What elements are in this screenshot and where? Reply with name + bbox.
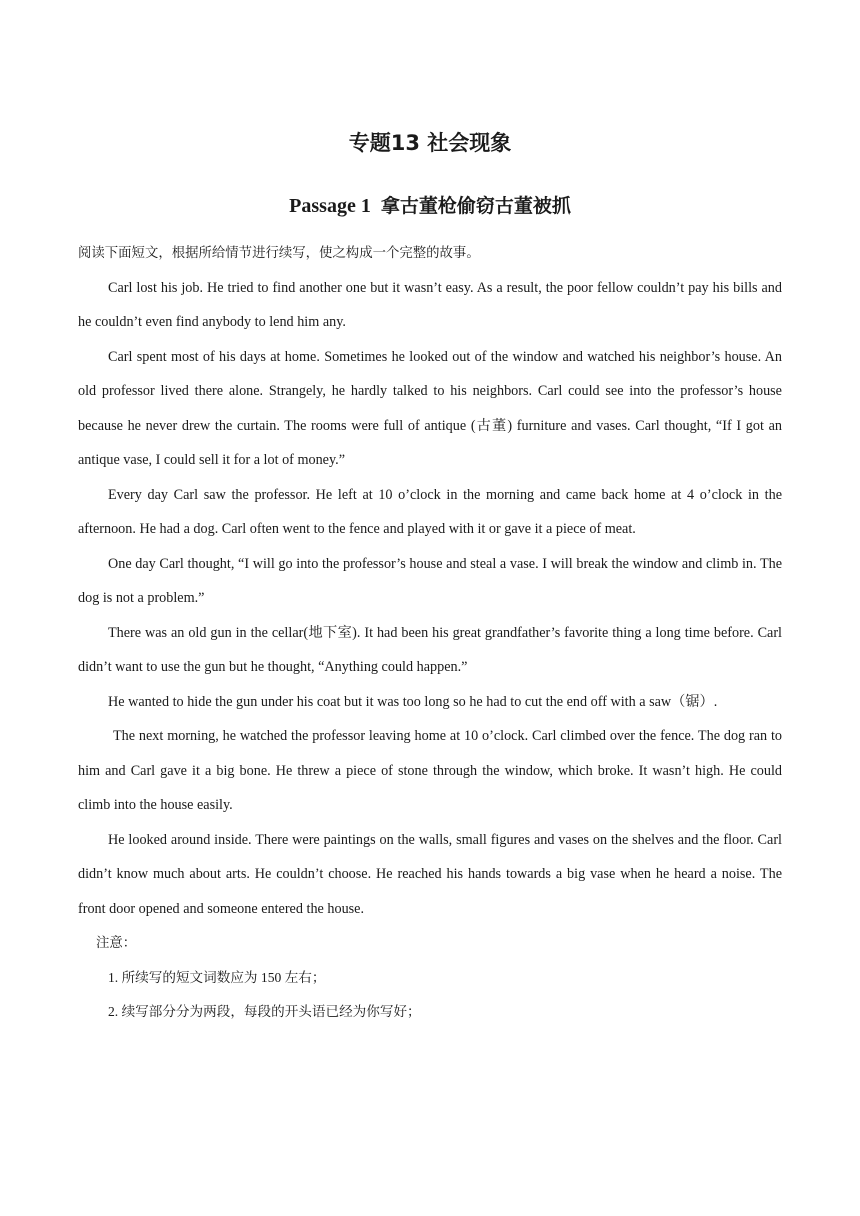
paragraph: Carl lost his job. He tried to find another one but it wasn’t easy. As a result, the poor fellow couldn’t pay his bills and he couldn’t even find anybody to lend him any.	[78, 279, 782, 330]
note-item: 1. 所续写的短文词数应为 150 左右；	[108, 969, 326, 985]
paragraph: He wanted to hide the gun under his coat but it was too long so he had to cut the end off with a saw（锯）.	[108, 693, 718, 710]
paragraph: Carl spent most of his days at home. Sometimes he looked out of the window and watched his neighbor’s house. An old professor lived there alone. Strangely, he hardly talked to his neighbors. Carl could see into the professor’s house because he never drew the curtain. The rooms were full of antique (古董) furniture and vases. Carl thought, “If I got an antique vase, I could sell it for a lot of money.”	[78, 348, 782, 468]
note-heading: 注意：	[96, 935, 137, 950]
paragraph: The next morning, he watched the professor leaving home at 10 o’clock. Carl climbed over the fence. The dog ran to him and Carl gave it a big bone. He threw a piece of stone through the window, which broke. It wasn’t high. He could climb into the house easily.	[78, 728, 782, 813]
passage-label: Passage 1	[289, 195, 371, 217]
passage-title-zh: 拿古董枪偷窃古董被抓	[380, 195, 571, 217]
paragraph: He looked around inside. There were paintings on the walls, small figures and vases on the shelves and the floor. Carl didn’t know much about arts. He couldn’t choose. He reached his hands towards a big vase when he heard a noise. The front door opened and someone entered the house.	[78, 831, 782, 917]
passage-title	[78, 191, 782, 221]
topic-title: 专题13 社会现象	[348, 131, 512, 155]
instruction: 阅读下面短文，根据所给情节进行续写，使之构成一个完整的故事。	[78, 245, 480, 260]
note-item: 2. 续写部分分为两段，每段的开头语已经为你写好；	[108, 1004, 421, 1019]
paragraph: There was an old gun in the cellar(地下室). It had been his great grandfather’s favorite thing a long time before. Carl didn’t want to use the gun but he thought, “Anything could happen.”	[78, 624, 782, 675]
passage-body	[78, 236, 782, 1030]
paragraph: One day Carl thought, “I will go into the professor’s house and steal a vase. I will break the window and climb in. The dog is not a problem.”	[78, 555, 782, 606]
paragraph: Every day Carl saw the professor. He left at 10 o’clock in the morning and came back home at 4 o’clock in the afternoon. He had a dog. Carl often went to the fence and played with it or gave it a piece of meat.	[78, 486, 782, 537]
